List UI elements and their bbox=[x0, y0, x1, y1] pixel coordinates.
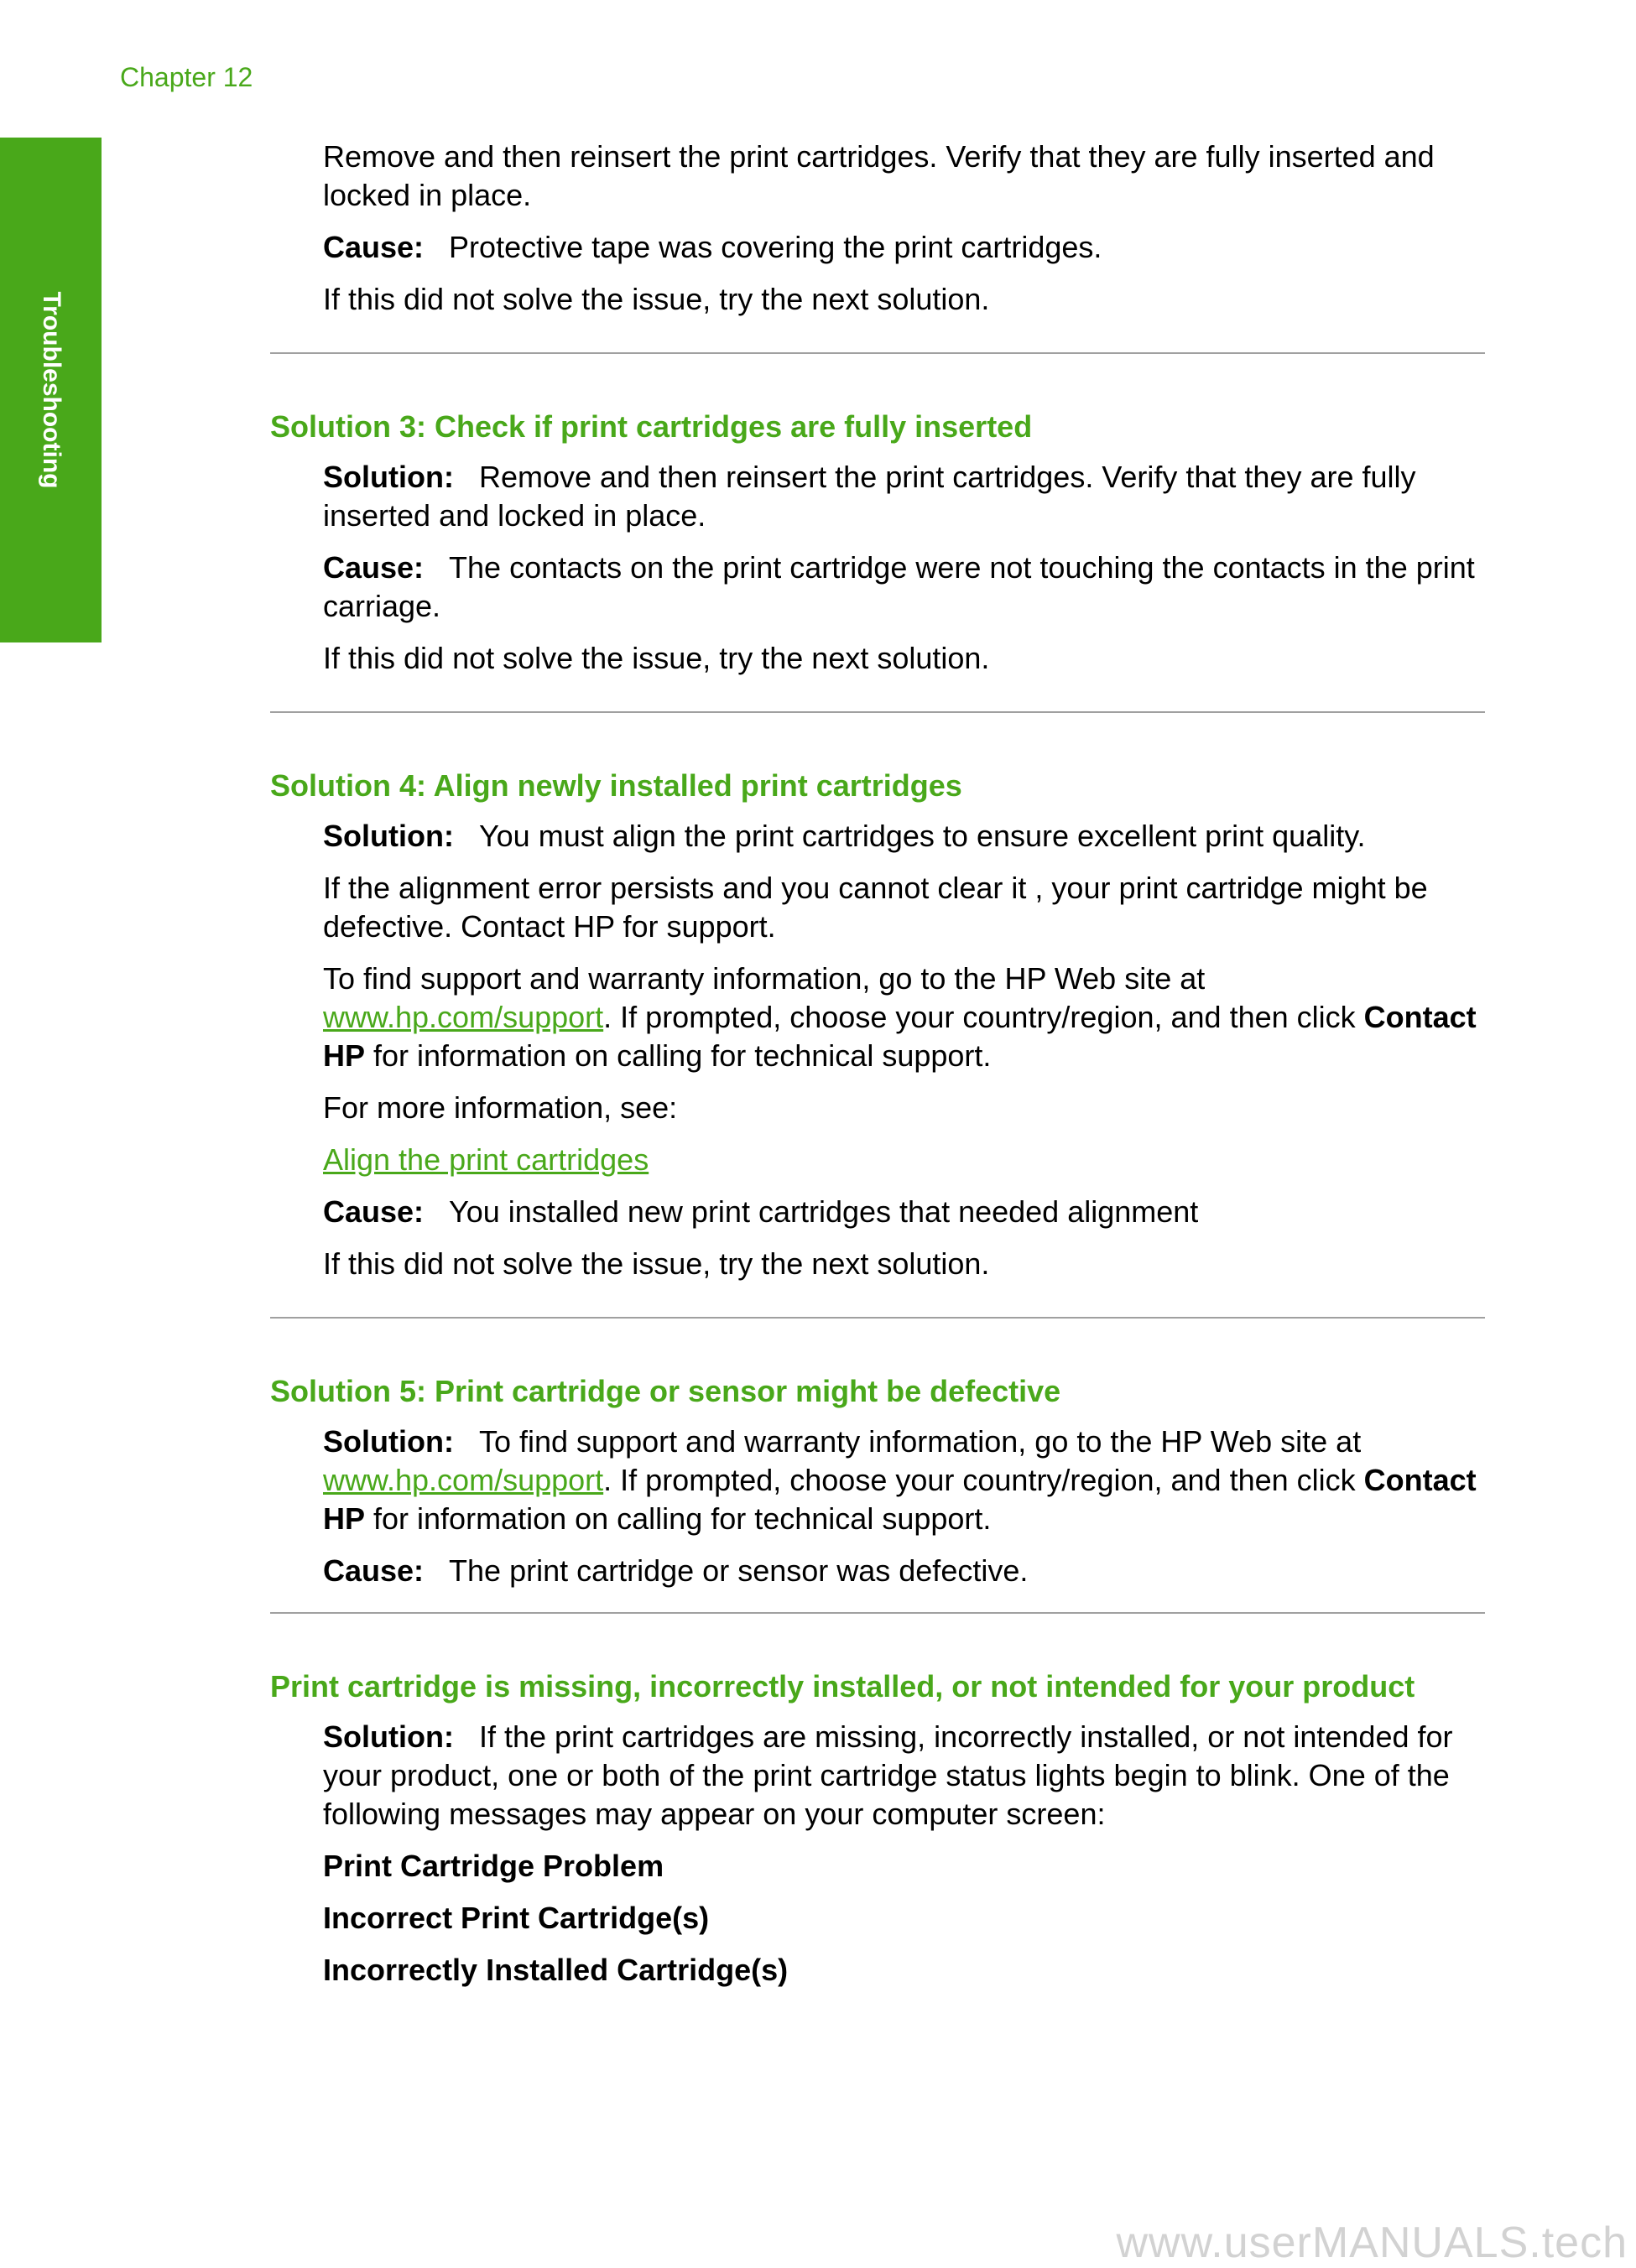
solution-4-more-info: For more information, see: bbox=[323, 1090, 678, 1125]
support-text-post: for information on calling for technical support. bbox=[365, 1501, 992, 1536]
section-divider bbox=[270, 1612, 1485, 1614]
solution-5-heading: Solution 5: Print cartridge or sensor might be defective bbox=[270, 1374, 1061, 1408]
support-text-mid: . If prompted, choose your country/region, and then click bbox=[603, 1463, 1364, 1497]
solution-4-next: If this did not solve the issue, try the next solution. bbox=[323, 1246, 990, 1281]
solution-label: Solution: bbox=[323, 1424, 454, 1459]
solution-label: Solution: bbox=[323, 1719, 454, 1754]
solution-text: If the print cartridges are missing, incorrectly installed, or not intended for your product, one or both of the print cartridge status lights begin to blink. One of the following messages may appear on your computer screen: bbox=[323, 1719, 1453, 1831]
solution-4-cause bbox=[323, 1193, 1485, 1231]
intro-cause bbox=[323, 228, 1485, 267]
solution-4-solution bbox=[323, 817, 1485, 856]
solution-5-cause bbox=[323, 1552, 1485, 1590]
cause-label: Cause: bbox=[323, 230, 425, 264]
cause-text: Protective tape was covering the print cartridges. bbox=[449, 230, 1102, 264]
cause-label: Cause: bbox=[323, 1194, 425, 1229]
error-message-1: Print Cartridge Problem bbox=[323, 1849, 664, 1883]
section-divider bbox=[270, 1317, 1485, 1319]
support-text-pre: To find support and warranty information, go to the HP Web site at bbox=[323, 961, 1206, 996]
error-message-3: Incorrectly Installed Cartridge(s) bbox=[323, 1953, 789, 1987]
solution-text: You must align the print cartridges to ensure excellent print quality. bbox=[478, 819, 1366, 853]
support-text-post: for information on calling for technical support. bbox=[365, 1038, 992, 1073]
section-divider bbox=[270, 711, 1485, 713]
solution-text: Remove and then reinsert the print cartridges. Verify that they are fully inserted and locked in place. bbox=[323, 460, 1416, 533]
solution-5-solution bbox=[323, 1423, 1485, 1538]
chapter-header: Chapter 12 bbox=[120, 62, 253, 92]
support-text-mid: . If prompted, choose your country/region, and then click bbox=[603, 1000, 1364, 1034]
missing-cartridge-solution bbox=[323, 1718, 1485, 1834]
solution-3-next: If this did not solve the issue, try the next solution. bbox=[323, 641, 990, 675]
section-divider bbox=[270, 352, 1485, 354]
cause-label: Cause: bbox=[323, 550, 425, 585]
align-cartridges-link[interactable]: Align the print cartridges bbox=[323, 1142, 649, 1177]
solution-4-align-link-row bbox=[323, 1141, 1485, 1179]
cause-text: You installed new print cartridges that needed alignment bbox=[449, 1194, 1199, 1229]
solution-label: Solution: bbox=[323, 460, 454, 494]
site-watermark: www.userMANUALS.tech bbox=[1116, 2219, 1628, 2267]
section-side-tab bbox=[0, 138, 102, 642]
solution-label: Solution: bbox=[323, 819, 454, 853]
contact-hp-label: Contact HP bbox=[323, 1000, 1477, 1073]
page-content bbox=[270, 138, 1485, 2003]
cause-label: Cause: bbox=[323, 1553, 425, 1588]
error-message-2: Incorrect Print Cartridge(s) bbox=[323, 1901, 710, 1935]
hp-support-link[interactable]: www.hp.com/support bbox=[323, 1463, 604, 1497]
hp-support-link[interactable]: www.hp.com/support bbox=[323, 1000, 604, 1034]
intro-next: If this did not solve the issue, try the next solution. bbox=[323, 282, 990, 316]
solution-3-heading: Solution 3: Check if print cartridges are fully inserted bbox=[270, 409, 1033, 444]
solution-3-cause bbox=[323, 549, 1485, 626]
intro-paragraph: Remove and then reinsert the print cartridges. Verify that they are fully inserted and locked in place. bbox=[323, 139, 1435, 212]
side-tab-label: Troubleshooting bbox=[37, 291, 65, 489]
solution-4-persist: If the alignment error persists and you cannot clear it , your print cartridge might be defective. Contact HP for support. bbox=[323, 871, 1428, 944]
cause-text: The contacts on the print cartridge were not touching the contacts in the print carriage. bbox=[323, 550, 1475, 623]
solution-3-solution bbox=[323, 458, 1485, 535]
contact-hp-label: Contact HP bbox=[323, 1463, 1477, 1536]
solution-4-heading: Solution 4: Align newly installed print cartridges bbox=[270, 768, 962, 803]
support-text-pre: To find support and warranty information, go to the HP Web site at bbox=[478, 1424, 1362, 1459]
missing-cartridge-heading: Print cartridge is missing, incorrectly installed, or not intended for your product bbox=[270, 1669, 1415, 1704]
cause-text: The print cartridge or sensor was defective. bbox=[449, 1553, 1029, 1588]
solution-4-support bbox=[323, 960, 1485, 1075]
